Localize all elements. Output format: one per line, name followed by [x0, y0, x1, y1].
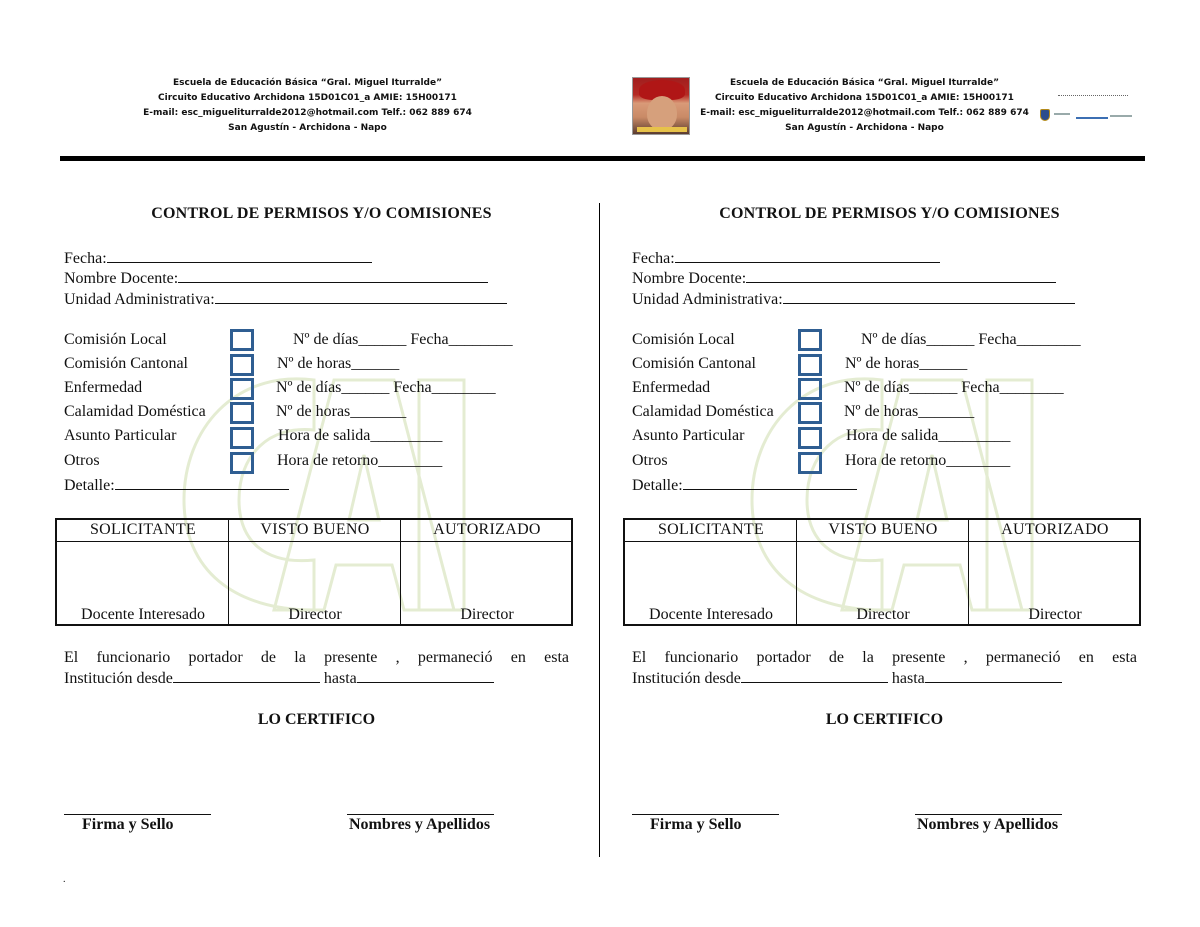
- option-checkbox[interactable]: [230, 427, 254, 449]
- table-footer: Director: [288, 606, 342, 623]
- school-location: San Agustín - Archidona - Napo: [228, 123, 387, 133]
- firma-label: Firma y Sello: [650, 816, 742, 833]
- option-detail: Nº de días______ Fecha________: [276, 379, 496, 396]
- option-detail: Hora de salida_________: [846, 427, 1011, 444]
- detalle-input[interactable]: [683, 475, 857, 490]
- option-checkbox[interactable]: [230, 402, 254, 424]
- hasta-label: hasta: [323, 670, 357, 687]
- nombres-line: [915, 814, 1062, 815]
- form-title: CONTROL DE PERMISOS Y/O COMISIONES: [719, 205, 1060, 222]
- paragraph-line1: El funcionario portador de la presente , permaneció en esta: [64, 649, 569, 666]
- hasta-label: hasta: [891, 670, 925, 687]
- detalle-label: Detalle:: [632, 477, 683, 494]
- fecha-label: Fecha:: [64, 250, 107, 267]
- option-checkbox[interactable]: [798, 452, 822, 474]
- nombre-docente-input[interactable]: [746, 268, 1056, 283]
- table-footer: Director: [856, 606, 910, 623]
- unidad-label: Unidad Administrativa:: [64, 291, 215, 308]
- option-label: Comisión Cantonal: [64, 355, 188, 372]
- fecha-input[interactable]: [675, 248, 940, 263]
- nombres-label: Nombres y Apellidos: [917, 816, 1059, 833]
- table-footer: Director: [460, 606, 514, 623]
- table-header: SOLICITANTE: [89, 521, 196, 538]
- table-footer: Docente Interesado: [81, 606, 205, 623]
- detalle-field: [64, 475, 289, 496]
- unidad-input[interactable]: [215, 289, 507, 304]
- option-label: Calamidad Doméstica: [632, 403, 774, 420]
- option-checkbox[interactable]: [230, 329, 254, 351]
- option-label: Enfermedad: [64, 379, 143, 396]
- detalle-input[interactable]: [115, 475, 289, 490]
- paragraph-line1: El funcionario portador de la presente , permaneció en esta: [632, 649, 1137, 666]
- desde-label: Institución desde: [632, 670, 741, 687]
- unidad-field: [64, 289, 507, 310]
- permit-form-left: [64, 0, 604, 927]
- unidad-field: [632, 289, 1075, 310]
- certifico-heading: LO CERTIFICO: [825, 711, 944, 728]
- unidad-label: Unidad Administrativa:: [632, 291, 783, 308]
- option-detail: Hora de retorno________: [845, 452, 1011, 469]
- firma-label: Firma y Sello: [82, 816, 174, 833]
- school-contact: E-mail: esc_migueliturralde2012@hotmail.com Telf.: 062 889 674: [143, 108, 472, 118]
- option-checkbox[interactable]: [798, 427, 822, 449]
- permit-form-right: [632, 0, 1172, 927]
- option-detail: Nº de horas_______: [276, 403, 407, 420]
- desde-input[interactable]: [741, 668, 888, 683]
- signature-table: [55, 518, 573, 626]
- nombres-label: Nombres y Apellidos: [349, 816, 491, 833]
- option-label: Calamidad Doméstica: [64, 403, 206, 420]
- option-detail: Nº de horas_______: [844, 403, 975, 420]
- detalle-field: [632, 475, 857, 496]
- option-label: Asunto Particular: [64, 427, 177, 444]
- option-label: Otros: [632, 452, 668, 469]
- table-header: VISTO BUENO: [260, 521, 370, 538]
- option-label: Otros: [64, 452, 100, 469]
- option-detail: Nº de días______ Fecha________: [293, 331, 513, 348]
- attendance-paragraph: [632, 648, 1137, 689]
- table-header: SOLICITANTE: [657, 521, 764, 538]
- nombre-docente-input[interactable]: [178, 268, 488, 283]
- fecha-field: [64, 248, 372, 269]
- nombre-docente-field: [632, 268, 1056, 289]
- option-label: Comisión Cantonal: [632, 355, 756, 372]
- table-footer: Director: [1028, 606, 1082, 623]
- option-checkbox[interactable]: [230, 452, 254, 474]
- fecha-label: Fecha:: [632, 250, 675, 267]
- option-checkbox[interactable]: [230, 354, 254, 376]
- option-detail: Hora de salida_________: [278, 427, 443, 444]
- unidad-input[interactable]: [783, 289, 1075, 304]
- option-checkbox[interactable]: [798, 402, 822, 424]
- signature-table: [623, 518, 1141, 626]
- table-header: AUTORIZADO: [433, 521, 541, 538]
- option-detail: Nº de días______ Fecha________: [861, 331, 1081, 348]
- school-circuit: Circuito Educativo Archidona 15D01C01_a AMIE: 15H00171: [158, 93, 457, 103]
- option-label: Comisión Local: [64, 331, 167, 348]
- school-contact: E-mail: esc_migueliturralde2012@hotmail.com Telf.: 062 889 674: [700, 108, 1029, 118]
- option-label: Asunto Particular: [632, 427, 745, 444]
- option-detail: Nº de horas______: [277, 355, 400, 372]
- nombre-docente-field: [64, 268, 488, 289]
- option-detail: Nº de horas______: [845, 355, 968, 372]
- desde-input[interactable]: [173, 668, 320, 683]
- table-footer: Docente Interesado: [649, 606, 773, 623]
- option-label: Comisión Local: [632, 331, 735, 348]
- school-location: San Agustín - Archidona - Napo: [785, 123, 944, 133]
- table-header: AUTORIZADO: [1001, 521, 1109, 538]
- table-header: VISTO BUENO: [828, 521, 938, 538]
- firma-line: [64, 814, 211, 815]
- option-detail: Nº de días______ Fecha________: [844, 379, 1064, 396]
- firma-line: [632, 814, 779, 815]
- option-detail: Hora de retorno________: [277, 452, 443, 469]
- school-circuit: Circuito Educativo Archidona 15D01C01_a AMIE: 15H00171: [715, 93, 1014, 103]
- desde-label: Institución desde: [64, 670, 173, 687]
- nombres-line: [347, 814, 494, 815]
- footer-mark: .: [63, 874, 66, 885]
- option-checkbox[interactable]: [230, 378, 254, 400]
- option-label: Enfermedad: [632, 379, 711, 396]
- option-checkbox[interactable]: [798, 354, 822, 376]
- fecha-input[interactable]: [107, 248, 372, 263]
- option-checkbox[interactable]: [798, 329, 822, 351]
- hasta-input[interactable]: [357, 668, 494, 683]
- school-name: Escuela de Educación Básica “Gral. Miguel Iturralde”: [172, 78, 442, 88]
- form-title: CONTROL DE PERMISOS Y/O COMISIONES: [151, 205, 492, 222]
- school-name: Escuela de Educación Básica “Gral. Miguel Iturralde”: [729, 78, 999, 88]
- certifico-heading: LO CERTIFICO: [257, 711, 376, 728]
- hasta-input[interactable]: [925, 668, 1062, 683]
- option-checkbox[interactable]: [798, 378, 822, 400]
- detalle-label: Detalle:: [64, 477, 115, 494]
- nombre-docente-label: Nombre Docente:: [64, 270, 179, 287]
- nombre-docente-label: Nombre Docente:: [632, 270, 747, 287]
- attendance-paragraph: [64, 648, 569, 689]
- fecha-field: [632, 248, 940, 269]
